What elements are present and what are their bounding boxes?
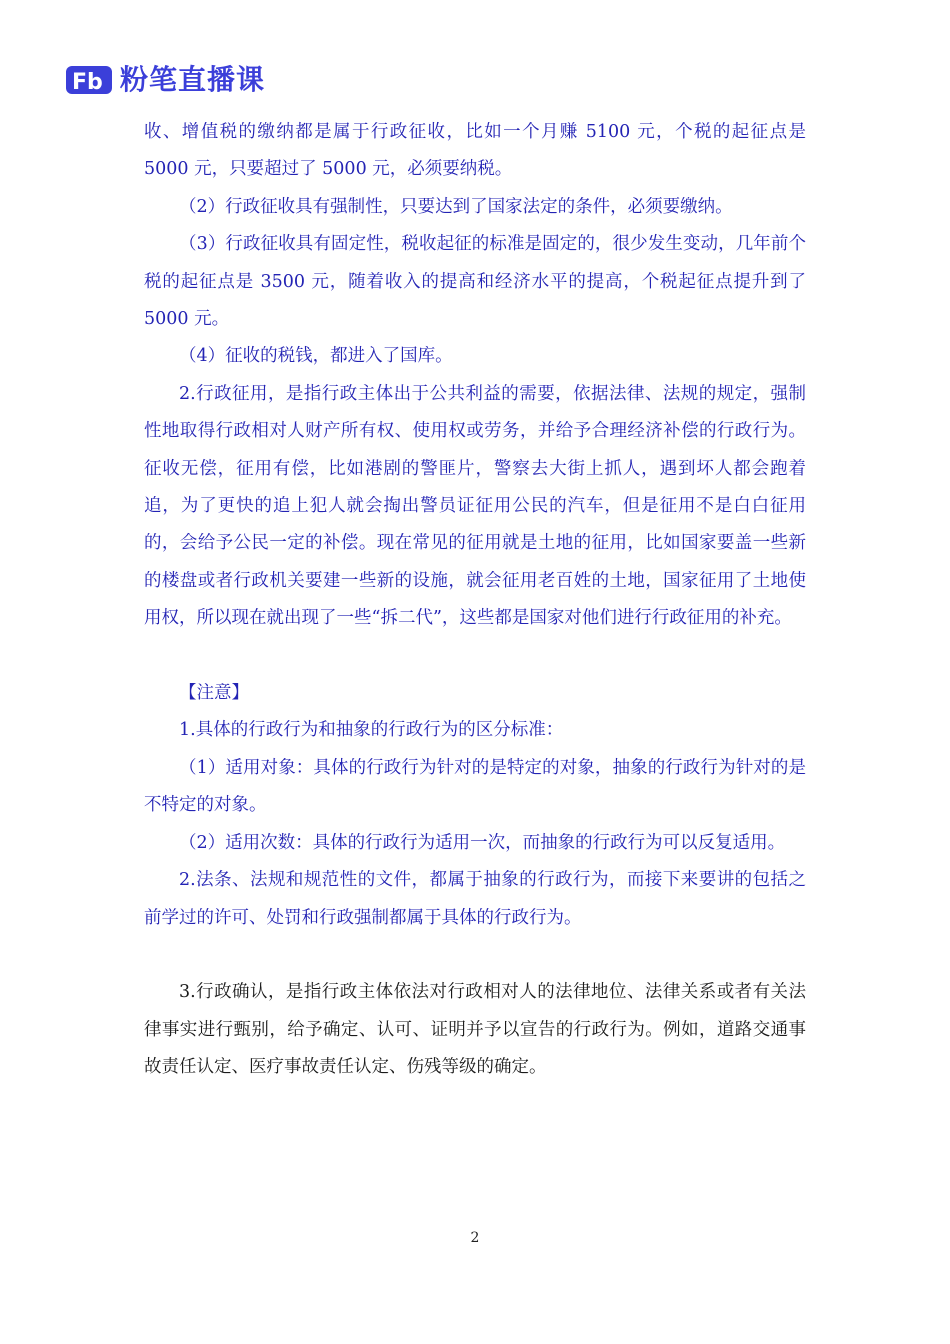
paragraph-continued: 收、增值税的缴纳都是属于行政征收，比如一个月赚 5100 元，个税的起征点是 5000 元，只要超过了 5000 元，必须要纳税。 — [144, 122, 806, 180]
paragraph-item-2: （2）行政征收具有强制性，只要达到了国家法定的条件，必须要缴纳。 — [179, 196, 733, 217]
paragraph-item-3: （3）行政征收具有固定性，税收起征的标准是固定的，很少发生变动，几年前个税的起征点是 3500 元，随着收入的提高和经济水平的提高，个税起征点提升到了 5000 元。 — [144, 234, 806, 330]
note-item-2: 2.法条、法规和规范性的文件，都属于抽象的行政行为，而接下来要讲的包括之前学过的许可、处罚和行政强制都属于具体的行政行为。 — [144, 870, 806, 928]
note-item-1-1: （1）适用对象：具体的行政行为针对的是特定的对象，抽象的行政行为针对的是不特定的对象。 — [144, 757, 806, 816]
paragraph-administrative-confirmation: 3.行政确认，是指行政主体依法对行政相对人的法律地位、法律关系或者有关法律事实进行甄别，给予确定、认可、证明并予以宣告的行政行为。例如，道路交通事故责任认定、医疗事故责任认定、伤残等级的确定。 — [144, 982, 806, 1078]
brand-name: 粉笔直播课 — [120, 63, 266, 96]
document-body — [144, 114, 806, 1087]
spacer — [144, 937, 806, 974]
note-item-1: 1.具体的行政行为和抽象的行政行为的区分标准： — [179, 720, 564, 741]
fenbi-logo-icon — [66, 64, 112, 96]
note-item-1-2: （2）适用次数：具体的行政行为适用一次，而抽象的行政行为可以反复适用。 — [179, 832, 786, 853]
note-heading: 【注意】 — [179, 683, 249, 704]
page-number: 2 — [470, 1230, 480, 1246]
spacer — [144, 638, 806, 675]
logo-mark-text: Fb — [72, 70, 103, 95]
page-header — [66, 60, 265, 100]
paragraph-administrative-requisition: 2.行政征用，是指行政主体出于公共利益的需要，依据法律、法规的规定，强制性地取得行政相对人财产所有权、使用权或劳务，并给予合理经济补偿的行政行为。征收无偿，征用有偿，比如港剧的警匪片，警察去大街上抓人，遇到坏人都会跑着追，为了更快的追上犯人就会掏出警员证征用公民的汽车，但是征用不是白白征用的，会给予公民一定的补偿。现在常见的征用就是土地的征用，比如国家要盖一些新的楼盘或者行政机关要建一些新的设施，就会征用老百姓的土地，国家征用了土地使用权，所以现在就出现了一些“拆二代”，这些都是国家对他们进行行政征用的补充。 — [144, 383, 806, 629]
paragraph-item-4: （4）征收的税钱，都进入了国库。 — [179, 346, 453, 367]
